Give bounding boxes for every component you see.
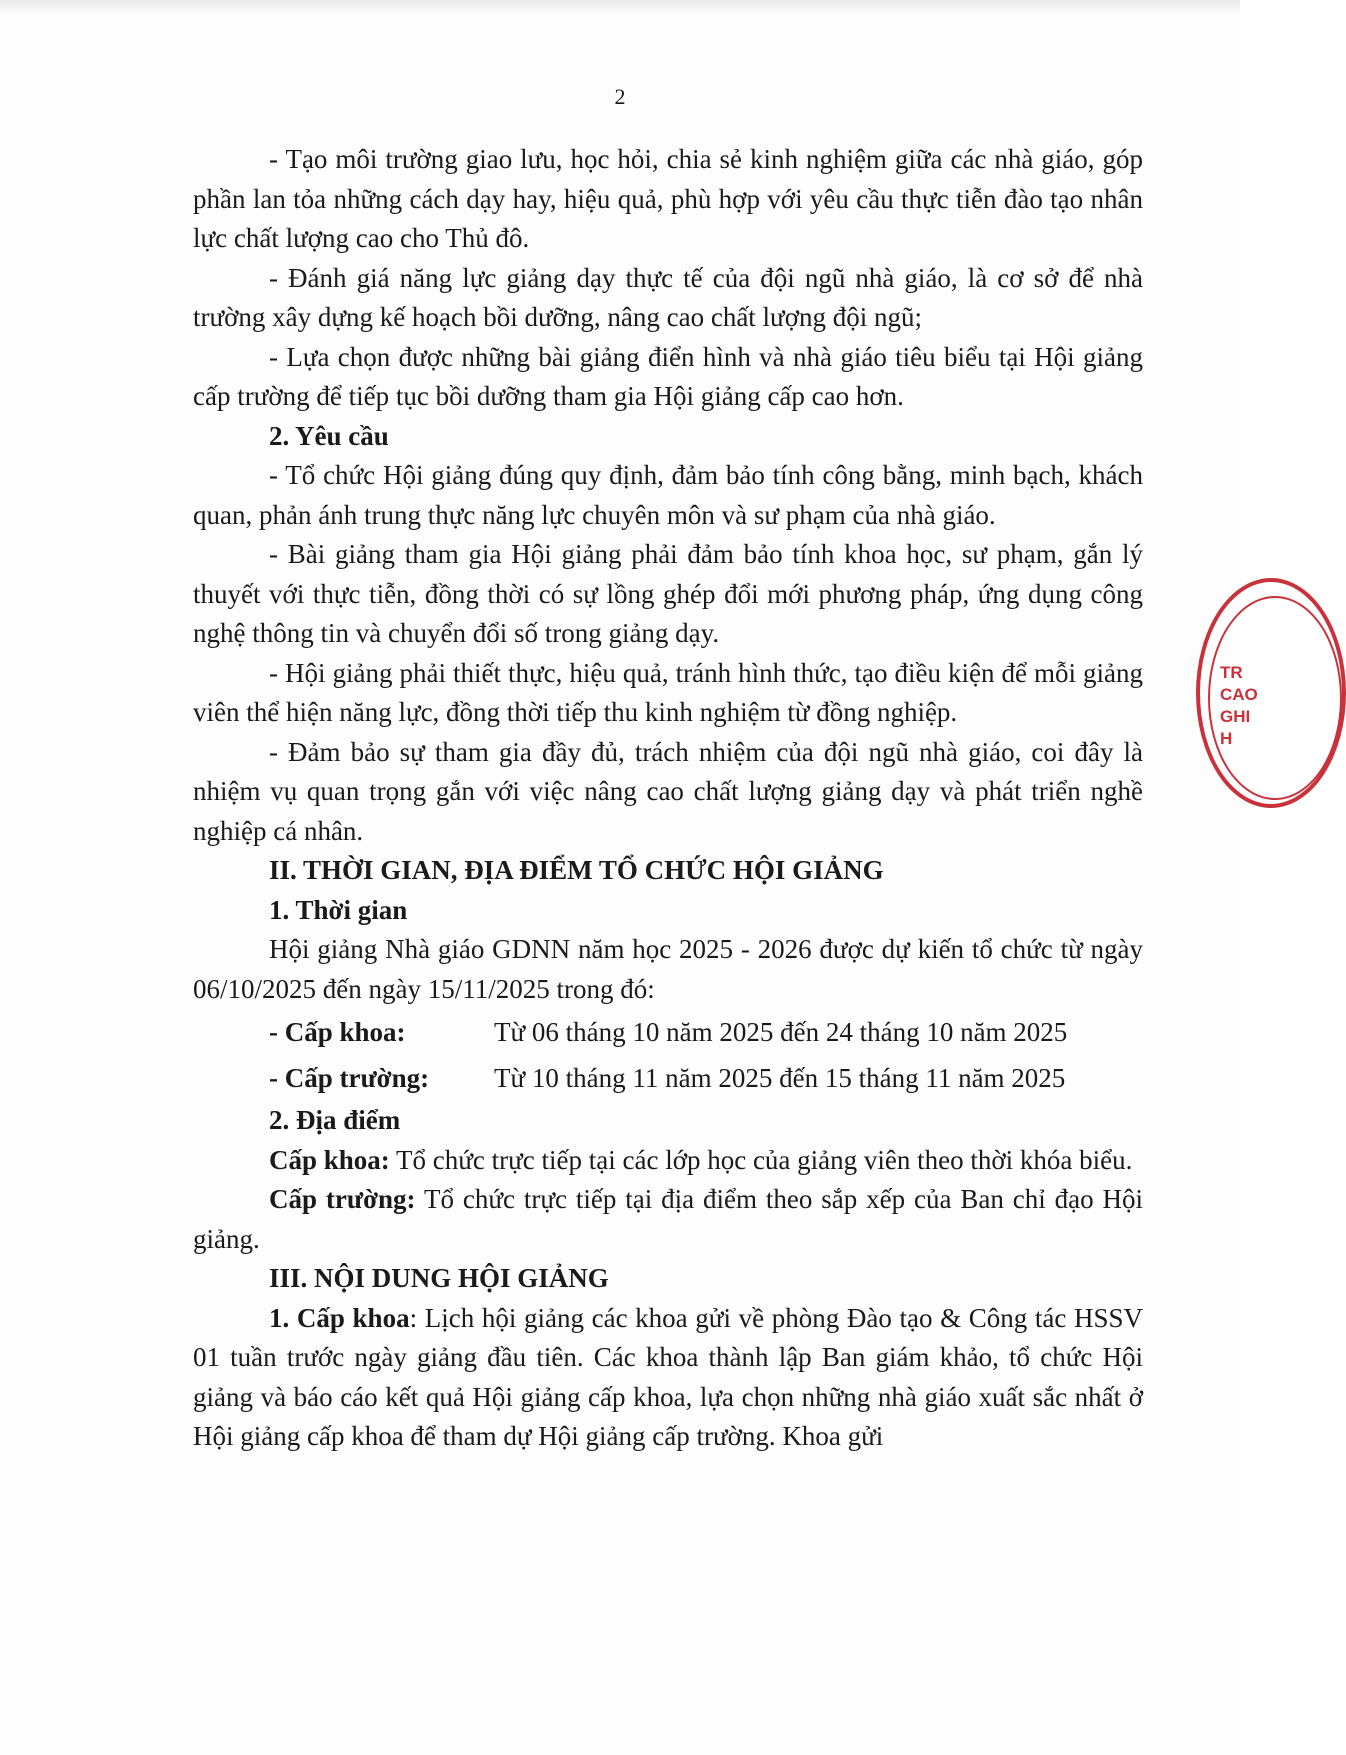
scan-edge — [0, 0, 1240, 14]
schedule-label: - Cấp trường: — [269, 1063, 430, 1093]
requirements-heading: 2. Yêu cầu — [269, 420, 389, 451]
page-number: 2 — [614, 84, 626, 109]
schedule-row-khoa — [193, 1009, 1143, 1055]
seal-text: TR — [1220, 663, 1243, 682]
schedule-row-truong — [193, 1055, 1143, 1101]
place-khoa-label: Cấp khoa: — [269, 1144, 390, 1175]
document-body — [193, 140, 1143, 1457]
place-truong-label: Cấp trường: — [269, 1184, 416, 1214]
section-3-khoa — [193, 1299, 1143, 1457]
requirement-item-2: - Bài giảng tham gia Hội giảng phải đảm bảo tính khoa học, sư phạm, gắn lý thuyết với thực tiễn, đồng thời có sự lồng ghép đổi mới phương pháp, ứng dụng công nghệ thông tin và chuyển đổi số trong giảng dạy. — [193, 539, 1143, 648]
schedule-value: Từ 10 tháng 11 năm 2025 đến 15 tháng 11 năm 2025 — [494, 1063, 1066, 1093]
seal-text: GHI — [1220, 707, 1251, 726]
seal-text: H — [1220, 729, 1233, 748]
objective-item-2: - Đánh giá năng lực giảng dạy thực tế của đội ngũ nhà giáo, là cơ sở để nhà trường xây dựng kế hoạch bồi dưỡng, nâng cao chất lượng đội ngũ; — [193, 262, 1143, 332]
time-heading: 1. Thời gian — [269, 894, 408, 925]
objective-item-1: - Tạo môi trường giao lưu, học hỏi, chia sẻ kinh nghiệm giữa các nhà giáo, góp phần lan tỏa những cách dạy hay, hiệu quả, phù hợp với yêu cầu thực tiễn đào tạo nhân lực chất lượng cao cho Thủ đô. — [193, 144, 1143, 253]
requirement-item-3: - Hội giảng phải thiết thực, hiệu quả, tránh hình thức, tạo điều kiện để mỗi giảng viên thể hiện năng lực, đồng thời tiếp thu kinh nghiệm từ đồng nghiệp. — [193, 657, 1143, 727]
place-khoa — [193, 1141, 1143, 1181]
seal-text: CAO — [1220, 685, 1258, 704]
red-seal-stamp — [1196, 578, 1346, 808]
time-text: Hội giảng Nhà giáo GDNN năm học 2025 - 2026 được dự kiến tổ chức từ ngày 06/10/2025 đến ngày 15/11/2025 trong đó: — [193, 934, 1143, 1004]
schedule-value: Từ 06 tháng 10 năm 2025 đến 24 tháng 10 năm 2025 — [494, 1017, 1068, 1047]
section-3-khoa-text: : Lịch hội giảng các khoa gửi về phòng Đào tạo & Công tác HSSV 01 tuần trước ngày giảng đầu tiên. Các khoa thành lập Ban giám khảo, tổ chức Hội giảng và báo cáo kết quả Hội giảng cấp khoa, lựa chọn những nhà giáo xuất sắc nhất ở Hội giảng cấp khoa để tham dự Hội giảng cấp trường. Khoa gửi — [193, 1302, 1144, 1451]
requirement-item-1: - Tổ chức Hội giảng đúng quy định, đảm bảo tính công bằng, minh bạch, khách quan, phản ánh trung thực năng lực chuyên môn và sư phạm của nhà giáo. — [193, 460, 1143, 530]
place-khoa-text: Tổ chức trực tiếp tại các lớp học của giảng viên theo thời khóa biểu. — [389, 1144, 1133, 1175]
schedule-label: - Cấp khoa: — [269, 1017, 406, 1047]
section-3-heading: III. NỘI DUNG HỘI GIẢNG — [269, 1263, 609, 1293]
place-truong — [193, 1180, 1143, 1259]
requirement-item-4: - Đảm bảo sự tham gia đầy đủ, trách nhiệm của đội ngũ nhà giáo, coi đây là nhiệm vụ quan trọng gắn với việc nâng cao chất lượng giảng dạy và phát triển nghề nghiệp cá nhân. — [193, 736, 1143, 846]
section-3-khoa-label: 1. Cấp khoa — [269, 1302, 410, 1333]
objective-item-3: - Lựa chọn được những bài giảng điển hình và nhà giáo tiêu biểu tại Hội giảng cấp trường để tiếp tục bồi dưỡng tham gia Hội giảng cấp cao hơn. — [193, 341, 1143, 411]
section-2-heading: II. THỜI GIAN, ĐỊA ĐIỂM TỔ CHỨC HỘI GIẢNG — [269, 855, 884, 885]
place-truong-text: Tổ chức trực tiếp tại địa điểm theo sắp xếp của Ban chỉ đạo Hội giảng. — [193, 1184, 1143, 1254]
place-heading: 2. Địa điểm — [269, 1105, 401, 1135]
